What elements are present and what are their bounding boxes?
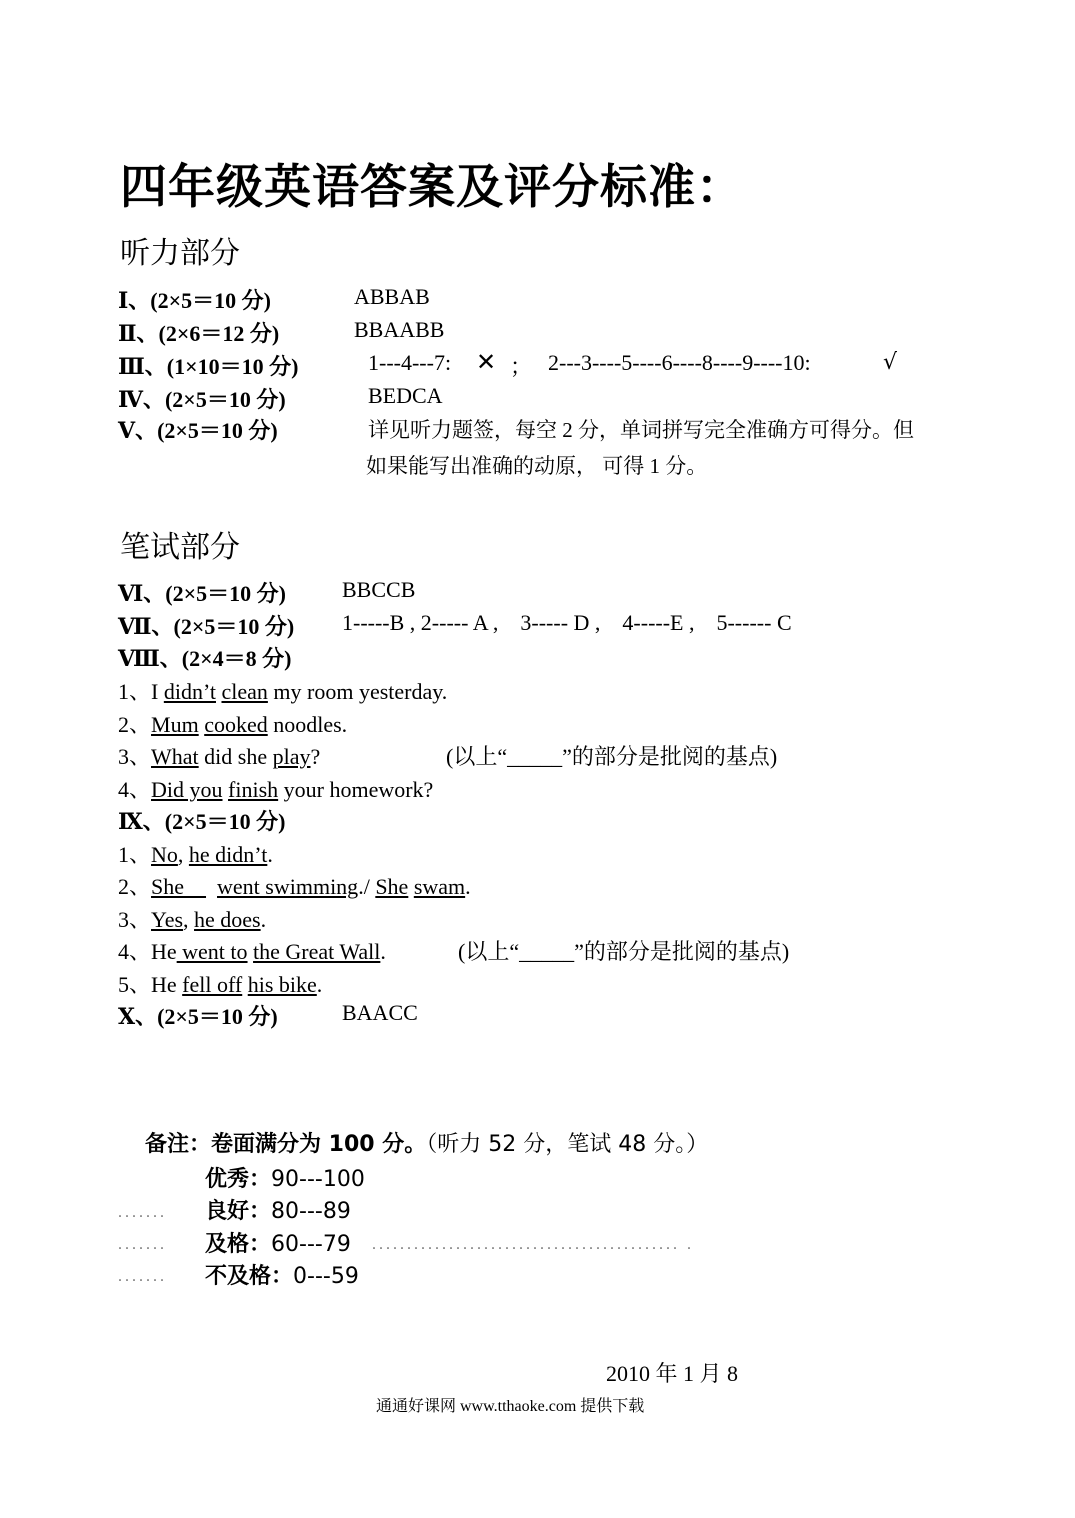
listening-item-5 [118,414,914,478]
remarks-heading [145,1127,708,1158]
dotted-leader: ....... [118,1268,167,1285]
ix-grading-note: (以上“_____”的部分是批阅的基点) [458,939,790,964]
listening-item-3 [118,348,898,381]
remarks-breakdown: （听力 52 分，笔试 48 分。） [426,1132,709,1157]
item-answer: ABBAB [354,284,430,309]
item-label: Ⅳ、(2×5＝10 分) [118,387,286,412]
item-answer: BAACC [342,1000,418,1025]
item-answer: BBAABB [354,317,445,342]
item-label: Ⅴ、(2×5＝10 分) [118,418,278,443]
key-word: swam [413,874,466,899]
text: , [183,907,195,932]
key-word: fell off [182,972,243,997]
grade-range: 0---59 [293,1264,359,1289]
text: . [465,874,471,899]
item-answer-false-group: 1---4---7: [368,350,452,375]
ix-sentence-2 [118,870,471,901]
check-mark-icon: √ [883,350,898,375]
key-word: he does [194,907,261,932]
listening-heading: 听力部分 [120,236,240,271]
ix-sentence-1 [118,838,273,869]
item-answer-true-group: 2---3----5----6----8----9----10: [548,350,811,375]
item-label: Ⅰ、(2×5＝10 分) [118,288,271,313]
key-word: What [151,744,199,769]
written-item-10 [118,1000,418,1031]
key-word: play [272,744,311,769]
key-word: No [151,842,178,867]
key-word: went to [176,939,248,964]
written-item-6 [118,577,416,608]
item-label: Ⅹ、(2×5＝10 分) [118,1004,278,1029]
grade-name: 及格： [205,1232,272,1257]
item-label: Ⅷ、(2×4＝8 分) [118,646,292,671]
grade-excellent [205,1162,365,1193]
ix-sentence-4 [118,935,386,966]
viii-sentence-1 [118,675,447,706]
text: 3、 [118,907,152,932]
text: 4、 [118,777,152,802]
grade-range: 90---100 [271,1167,365,1192]
text: 5、He [118,972,183,997]
footer-source: 通通好课网 www.tthaoke.com 提供下载 [376,1398,645,1415]
text: 1、I [118,679,164,704]
document-date: 2010 年 1 月 8 [606,1361,739,1386]
written-item-7 [118,610,792,641]
text: ./ [358,874,376,899]
text: 2、 [118,712,152,737]
grade-pass [205,1227,351,1258]
key-word: finish [228,777,279,802]
key-word: cooked [204,712,268,737]
item-label: Ⅵ、(2×5＝10 分) [118,581,286,606]
item-label: Ⅸ、(2×5＝10 分) [118,809,286,834]
text: . [267,842,273,867]
grade-name: 良好： [205,1199,272,1224]
separator: ； [510,354,533,379]
listening-item-2 [118,317,445,348]
text: 4、He [118,939,177,964]
written-item-9-label [118,805,285,836]
listening-item-1 [118,284,430,315]
ix-sentence-3 [118,903,266,934]
key-word: She [375,874,409,899]
item-answer-line1: 详见听力题签，每空 2 分，单词拼写完全准确方可得分。但 [368,418,914,442]
viii-sentence-4 [118,773,433,804]
key-word: he didn’t [188,842,268,867]
key-word: Yes [151,907,184,932]
item-label: Ⅲ、(1×10＝10 分) [118,354,299,379]
key-word: Did you [151,777,223,802]
viii-sentence-3 [118,740,320,771]
key-word: the Great Wall [253,939,381,964]
text: my room yesterday. [267,679,448,704]
written-heading: 笔试部分 [120,530,240,565]
grade-range: 60---79 [271,1232,351,1257]
text [206,874,217,899]
item-answer: BBCCB [342,577,416,602]
written-item-8-label [118,642,292,673]
key-word: clean [221,679,268,704]
item-label: Ⅱ、(2×6＝12 分) [118,321,280,346]
dotted-leader: ....... [118,1236,167,1253]
viii-grading-note: (以上“_____”的部分是批阅的基点) [446,744,778,769]
text: 2、 [118,874,152,899]
remarks-total: 备注：卷面满分为 100 分。 [145,1132,427,1157]
text: . [316,972,323,997]
text: . [380,939,386,964]
key-word: didn’t [163,679,216,704]
dotted-leader: ............................................ . [372,1236,694,1253]
text: did she [198,744,273,769]
text: , [177,842,189,867]
grade-fail [205,1259,359,1290]
text: 1、 [118,842,152,867]
grade-good [205,1194,351,1225]
text: 3、 [118,744,152,769]
text: ? [310,744,321,769]
item-answer: 1-----B , 2----- A , 3----- D , 4-----E , 5------ C [342,610,792,635]
viii-sentence-2 [118,708,347,739]
text: . [260,907,267,932]
item-answer: BEDCA [368,383,443,408]
ix-sentence-5 [118,968,322,999]
text: your homework? [278,777,434,802]
listening-item-4 [118,383,443,414]
key-word: went swimming [217,874,359,899]
text: noodles. [267,712,348,737]
grade-name: 不及格： [205,1264,294,1289]
item-label: Ⅶ、(2×5＝10 分) [118,614,295,639]
cross-mark-icon: ✕ [476,348,497,376]
dotted-leader: ....... [118,1204,167,1221]
grade-range: 80---89 [271,1199,351,1224]
page-title: 四年级英语答案及评分标准： [120,160,744,215]
grade-name: 优秀： [205,1167,272,1192]
key-word: She [151,874,207,899]
key-word: his bike [247,972,317,997]
key-word: Mum [151,712,199,737]
item-answer-line2: 如果能写出准确的动原， 可得 1 分。 [366,454,708,478]
